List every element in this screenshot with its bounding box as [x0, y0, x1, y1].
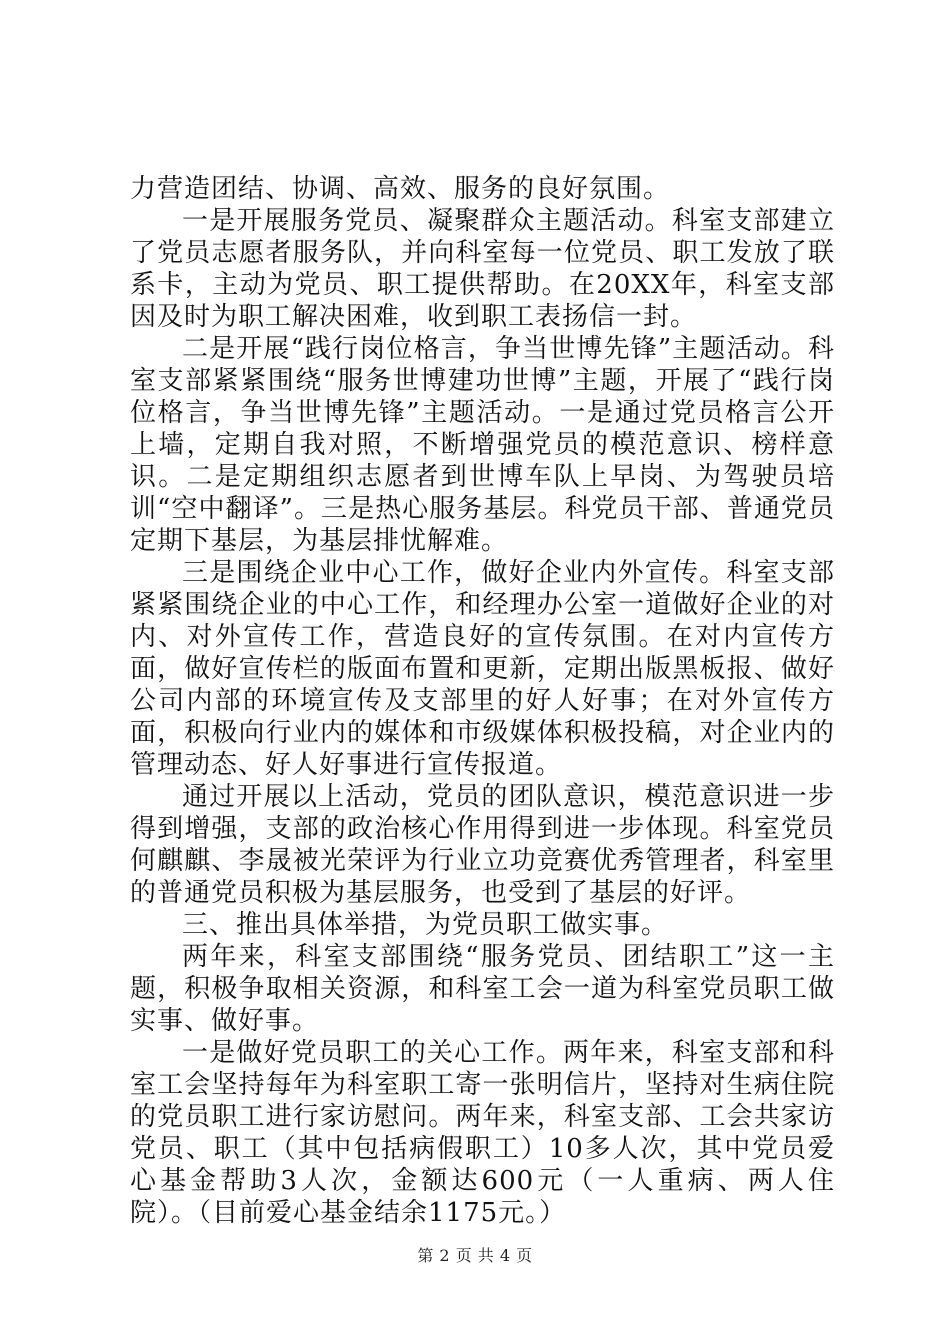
paragraph-continuation: 力营造团结、协调、高效、服务的良好氛围。 [130, 174, 671, 204]
paragraph-service-activity: 一是开展服务党员、凝聚群众主题活动。科室支部建立了党员志愿者服务队，并向科室每一位党员、职工发放了联系卡，主动为党员、职工提供帮助。在20XX年，科室支部因及时为职工解决困难，收到职工表扬信一封。 [130, 206, 835, 332]
paragraph-two-years-overview: 两年来，科室支部围绕“服务党员、团结职工”这一主题，积极争取相关资源，和科室工会一道为科室党员职工做实事、做好事。 [130, 942, 835, 1036]
paragraph-expo-pioneer-activity: 二是开展“践行岗位格言，争当世博先锋”主题活动。科室支部紧紧围绕“服务世博建功世博”主题，开展了“践行岗位格言，争当世博先锋”主题活动。一是通过党员格言公开上墙，定期自我对照，不断增强党员的模范意识、榜样意识。二是定期组织志愿者到世博车队上早岗、为驾驶员培训“空中翻译”。三是热心服务基层。科党员干部、普通党员定期下基层，为基层排忧解难。 [130, 334, 835, 556]
paragraph-publicity-work: 三是围绕企业中心工作，做好企业内外宣传。科室支部紧紧围绕企业的中心工作，和经理办公室一道做好企业的对内、对外宣传工作，营造良好的宣传氛围。在对内宣传方面，做好宣传栏的版面布置和更新，定期出版黑板报、做好公司内部的环境宣传及支部里的好人好事；在对外宣传方面，积极向行业内的媒体和市级媒体积极投稿，对企业内的管理动态、好人好事进行宣传报道。 [130, 558, 835, 780]
section-heading-three: 三、推出具体举措，为党员职工做实事。 [182, 910, 669, 940]
paragraph-activity-results: 通过开展以上活动，党员的团队意识，模范意识进一步得到增强，支部的政治核心作用得到进一步体现。科室党员何麒麒、李晟被光荣评为行业立功竞赛优秀管理者，科室里的普通党员积极为基层服务，也受到了基层的好评。 [130, 782, 835, 908]
paragraph-care-work: 一是做好党员职工的关心工作。两年来，科室支部和科室工会坚持每年为科室职工寄一张明信片，坚持对生病住院的党员职工进行家访慰问。两年来，科室支部、工会共家访党员、职工（其中包括病假职工）10多人次，其中党员爱心基金帮助3人次，金额达600元（一人重病、两人住院）。（目前爱心基金结余1175元。） [130, 1038, 835, 1228]
document-body [130, 173, 835, 1229]
page-footer: 第 2 页 共 4 页 [417, 1246, 533, 1265]
